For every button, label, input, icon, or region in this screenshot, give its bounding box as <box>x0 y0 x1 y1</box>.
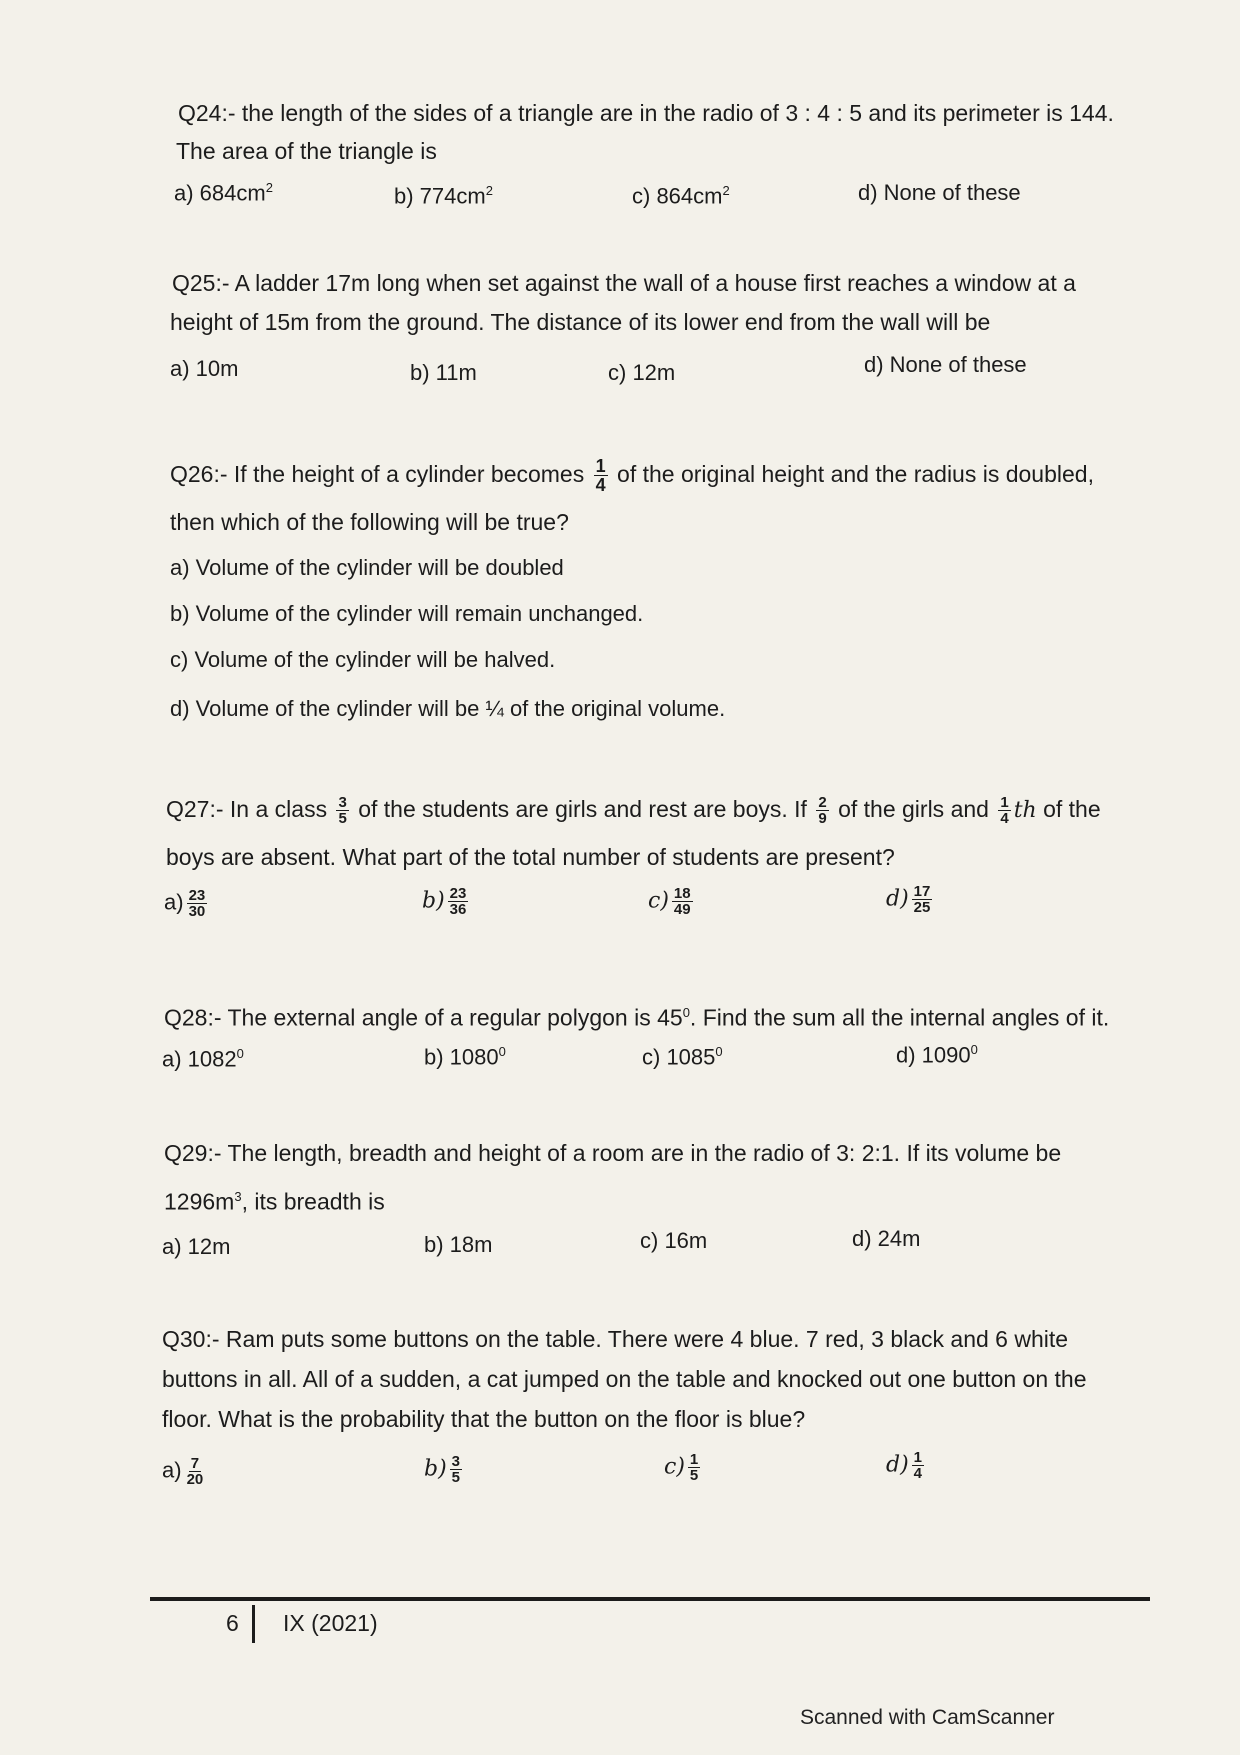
q28-option-b: b) 1080$^0$ <box>424 1044 506 1070</box>
q26-option-a: a) Volume of the cylinder will be doubled <box>170 555 564 580</box>
camscanner-watermark: Scanned with CamScanner <box>800 1706 1055 1729</box>
q25-option-c: c) 12m <box>608 360 676 385</box>
q27-option-a: a) $\frac{23}{30}$ <box>164 887 206 920</box>
q27-fraction-absent-boys: $\frac{1}{4}$ <box>1000 794 1009 828</box>
q30-option-d: d) $\frac{1}{4}$ <box>886 1449 923 1482</box>
class-year-label: IX (2021) <box>283 1610 378 1636</box>
footer-separator <box>252 1605 255 1643</box>
q25-stem-line2: height of 15m from the ground. The distance of its lower end from the wall will be <box>170 309 991 335</box>
q29-stem-line2: $1296m^3$, its breadth is <box>164 1188 385 1215</box>
q30-option-a: a) $\frac{7}{20}$ <box>162 1455 204 1488</box>
page-number: 6 <box>226 1610 239 1636</box>
q26-option-d: d) Volume of the cylinder will be ¼ of the original volume. <box>170 696 726 721</box>
q30-option-c: c) $\frac{1}{5}$ <box>664 1451 699 1484</box>
q28-option-c: c) 1085$^0$ <box>642 1044 723 1070</box>
q26-stem-line1: Q26:- If the height of a cylinder becomes $\frac{1}{4}$ of the original height and the radius is doubled, <box>170 456 1094 496</box>
q27-fraction-girls: $\frac{3}{5}$ <box>338 794 347 828</box>
q25-stem-line1: Q25:- A ladder 17m long when set against the wall of a house first reaches a window at a <box>172 270 1076 296</box>
q24-stem-line2: The area of the triangle is <box>176 138 437 164</box>
q24-option-d: d) None of these <box>858 180 1021 205</box>
q29-option-a: a) 12m <box>162 1234 231 1259</box>
q28-stem: Q28:- The external angle of a regular polygon is $45^0$. Find the sum all the internal angles of it. <box>164 1004 1110 1031</box>
q26-option-c: c) Volume of the cylinder will be halved. <box>170 647 556 672</box>
q24-stem-line1: Q24:- the length of the sides of a triangle are in the radio of 3 : 4 : 5 and its perimeter is 144. <box>178 100 1114 126</box>
q29-stem-line1: Q29:- The length, breadth and height of a room are in the radio of 3: 2:1. If its volume be <box>164 1140 1062 1166</box>
q27-option-b: b) $\frac{23}{36}$ <box>422 885 467 918</box>
q30-stem-line2: buttons in all. All of a sudden, a cat jumped on the table and knocked out one button on the <box>162 1366 1087 1392</box>
q27-stem-line1: Q27:- In a class $\frac{3}{5}$ of the students are girls and rest are boys. If $\frac{2}{9}$ of the girls and $\frac{1}{4}$ th of the <box>166 794 1101 828</box>
q26-option-b: b) Volume of the cylinder will remain unchanged. <box>170 601 644 626</box>
q27-fraction-absent-girls: $\frac{2}{9}$ <box>818 794 827 828</box>
q29-option-b: b) 18m <box>424 1232 493 1257</box>
q24-option-b: b) $774cm^2$ <box>394 183 493 209</box>
q24-option-c: c) $864cm^2$ <box>632 183 730 209</box>
q28-option-d: d) 1090$^0$ <box>896 1042 978 1068</box>
q25-option-a: a) 10m <box>170 356 239 381</box>
q27-option-d: d) $\frac{17}{25}$ <box>886 883 931 916</box>
q27-stem-line2: boys are absent. What part of the total number of students are present? <box>166 844 895 870</box>
q26-fraction: $\frac{1}{4}$ <box>595 456 606 496</box>
footer-rule <box>150 1597 1150 1601</box>
q30-stem-line3: floor. What is the probability that the button on the floor is blue? <box>162 1406 806 1432</box>
q25-option-b: b) 11m <box>410 360 477 385</box>
q26-stem-line2: then which of the following will be true? <box>170 509 569 535</box>
q30-stem-line1: Q30:- Ram puts some buttons on the table. There were 4 blue. 7 red, 3 black and 6 white <box>162 1326 1069 1352</box>
q29-option-c: c) 16m <box>640 1228 708 1253</box>
q24-option-a: a) $684cm^2$ <box>174 180 273 206</box>
q28-option-a: a) 1082$^0$ <box>162 1046 244 1072</box>
q29-option-d: d) 24m <box>852 1226 921 1251</box>
q27-option-c: c) $\frac{18}{49}$ <box>648 885 691 918</box>
q25-option-d: d) None of these <box>864 352 1027 377</box>
q30-option-b: b) $\frac{3}{5}$ <box>424 1453 461 1486</box>
